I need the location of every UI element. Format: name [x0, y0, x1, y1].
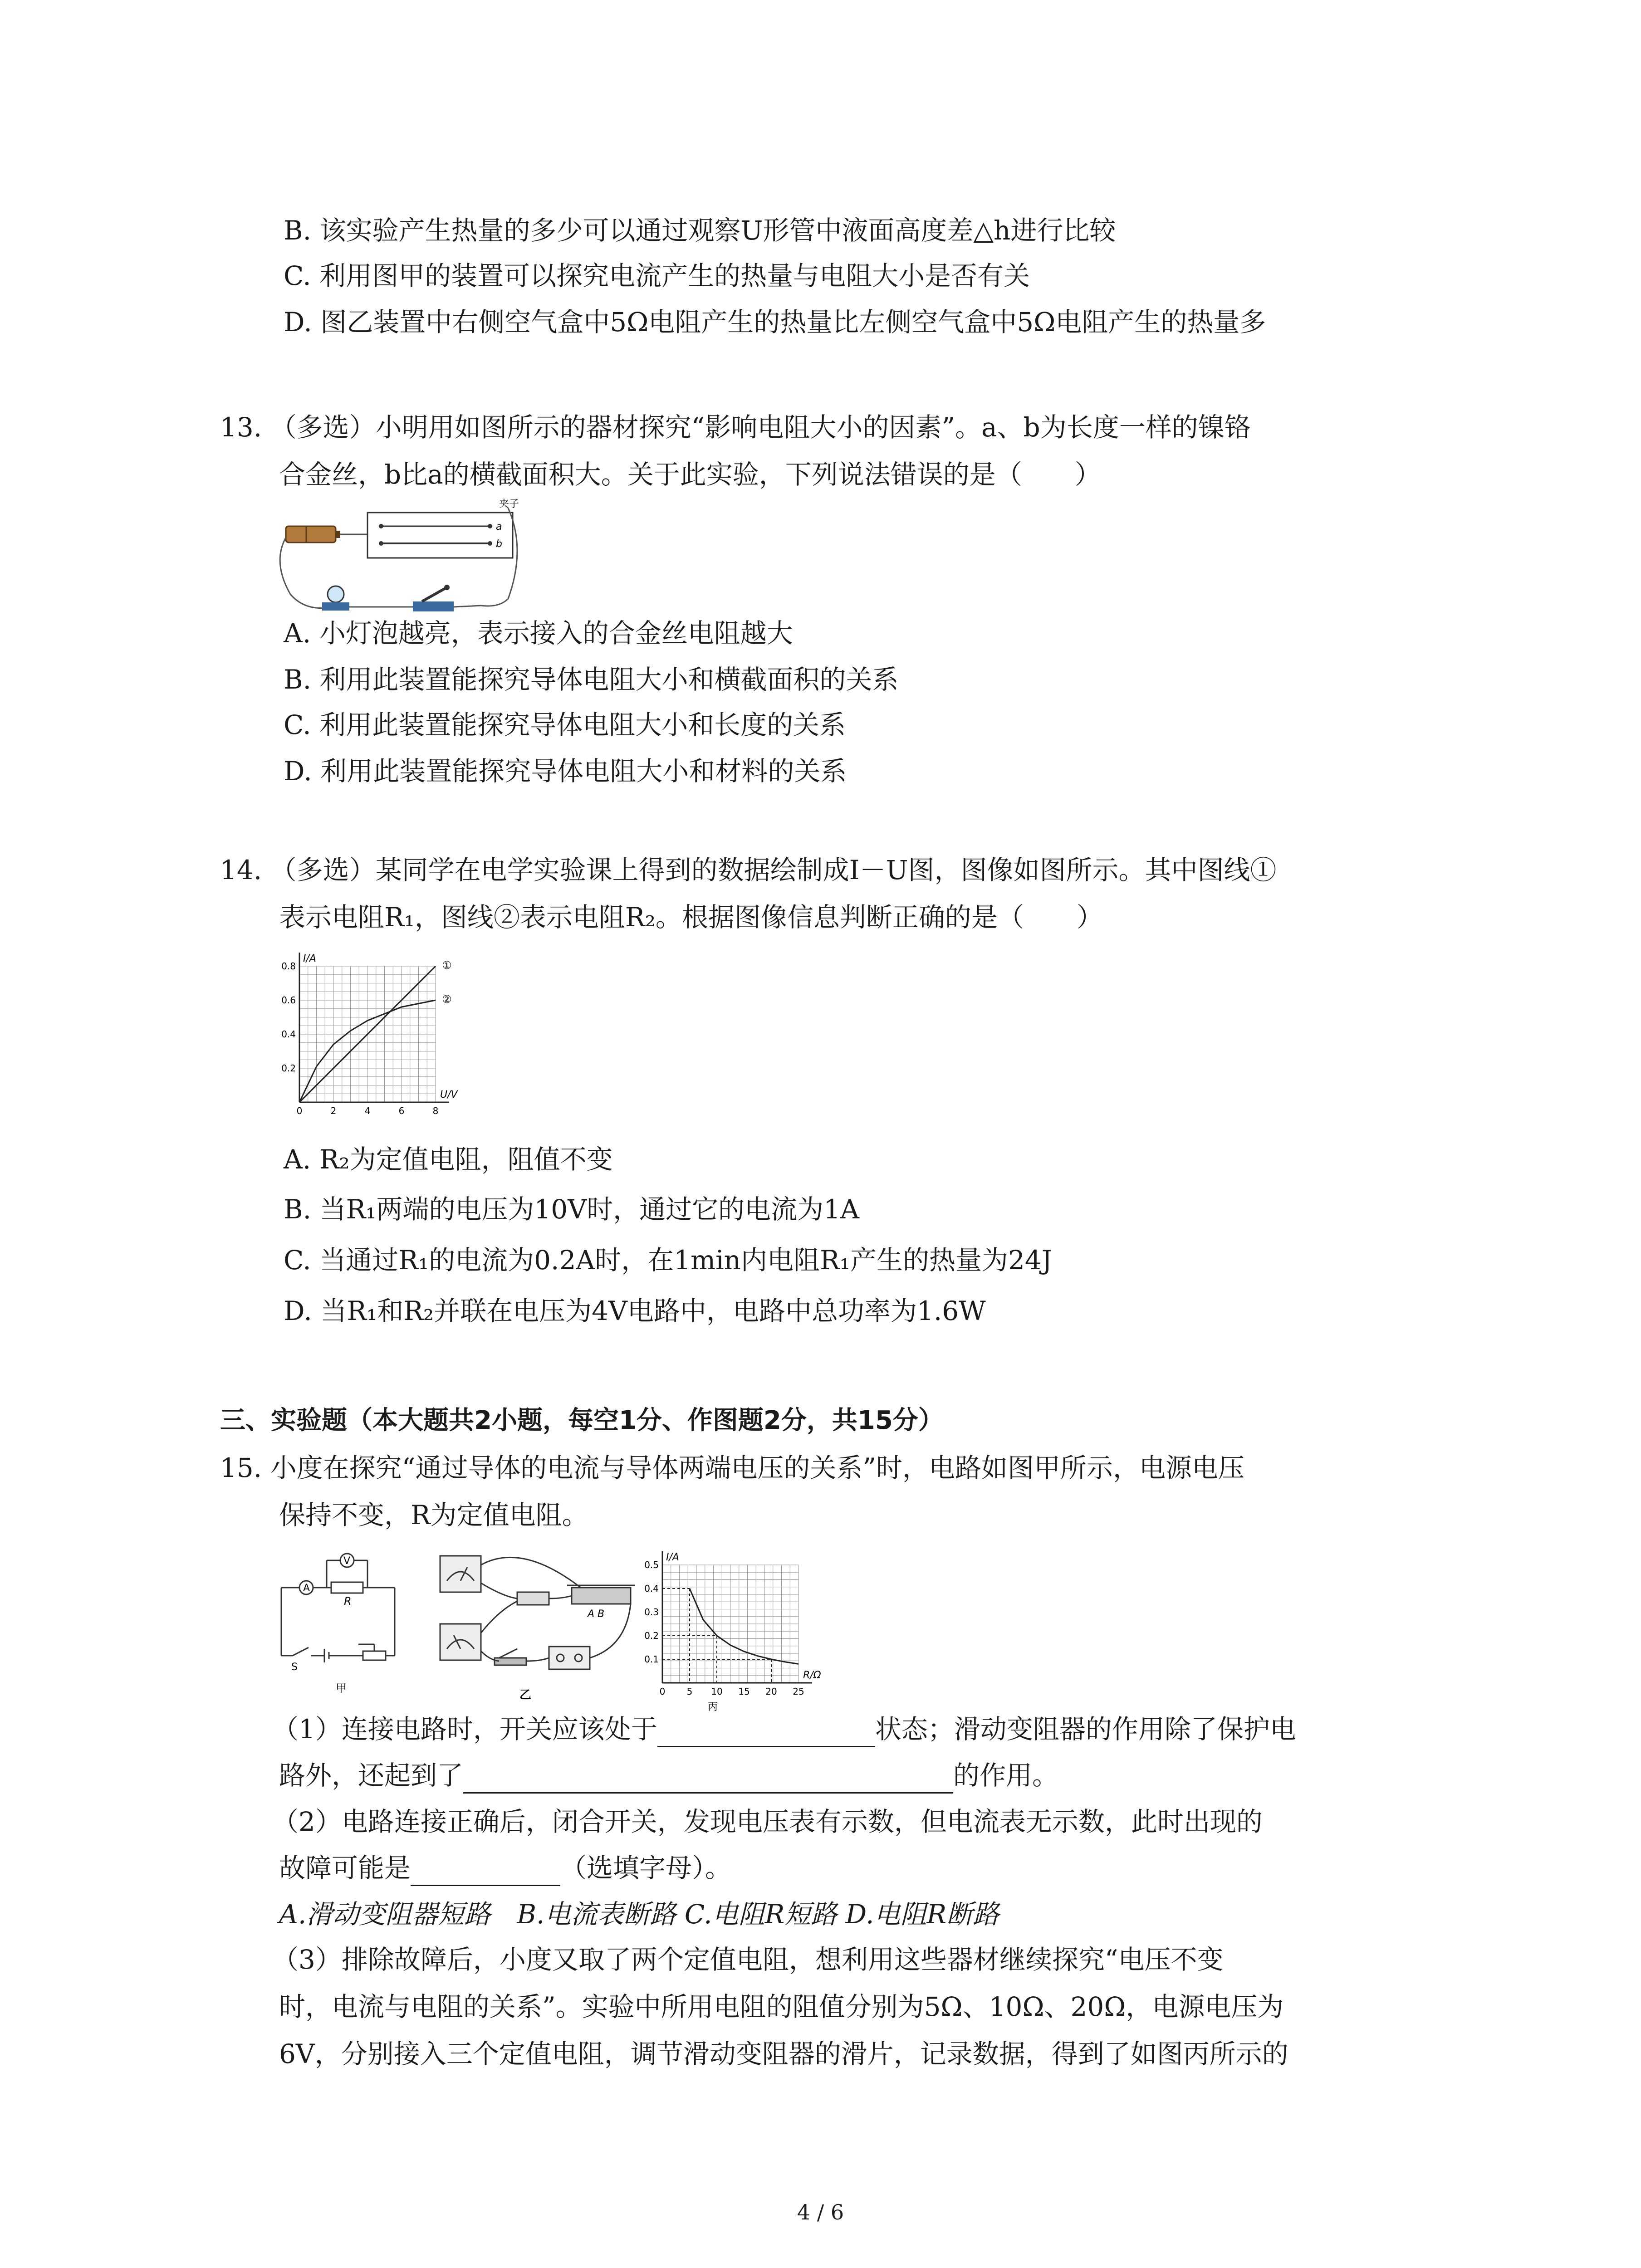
q13-stem-line-1: 13. （多选）小明用如图所示的器材探究“影响电阻大小的因素”。a、b为长度一样的镍铬 [220, 412, 1251, 443]
q15-part2-text-c: （选填字母）。 [560, 1853, 732, 1883]
y-tick-label: 0.3 [644, 1607, 659, 1618]
ammeter-icon [440, 1556, 481, 1592]
y-axis-label: I/A [303, 953, 316, 964]
y-tick-label: 0.1 [644, 1654, 659, 1665]
label-yi: 乙 [519, 1688, 532, 1702]
q15-part1-text-a: （1）连接电路时，开关应该处于 [272, 1714, 657, 1745]
q13-option-d: D. 利用此装置能探究导体电阻大小和材料的关系 [284, 756, 847, 787]
q15-part2-line2 [279, 1850, 731, 1886]
series-label: ① [442, 959, 452, 972]
q15-part3-line3: 6V，分别接入三个定值电阻，调节滑动变阻器的滑片，记录数据，得到了如图丙所示的 [279, 2038, 1288, 2069]
q15-part1-line2 [279, 1757, 1058, 1794]
q15-ir-chart-bing [626, 1538, 844, 1715]
x-tick-label: 2 [330, 1105, 337, 1116]
q15-apparatus-yi [431, 1542, 644, 1706]
q15-part2-options: A.滑动变阻器短路 B.电流表断路 C.电阻R短路 D.电阻R断路 [279, 1899, 999, 1930]
label-bing: 丙 [708, 1701, 718, 1713]
label-ab: A B [588, 1608, 605, 1620]
series-label: ② [442, 993, 452, 1006]
x-tick-label: 8 [432, 1105, 439, 1116]
q13-stem-line-2: 合金丝，b比a的横截面积大。关于此实验，下列说法错误的是（ ） [279, 459, 1101, 490]
page-number: 4 / 6 [797, 2200, 844, 2224]
q12-option-c: C. 利用图甲的装置可以探究电流产生的热量与电阻大小是否有关 [284, 260, 1030, 291]
y-tick-label: 0.5 [644, 1559, 659, 1570]
x-axis-label: U/V [440, 1089, 458, 1100]
q12-option-d: D. 图乙装置中右侧空气盒中5Ω电阻产生的热量比左侧空气盒中5Ω电阻产生的热量多 [284, 307, 1266, 337]
q14-stem-line-2: 表示电阻R₁，图线②表示电阻R₂。根据图像信息判断正确的是（ ） [279, 902, 1103, 933]
q15-stem-line-1: 15. 小度在探究“通过导体的电流与导体两端电压的关系”时，电路如图甲所示，电源电压 [220, 1452, 1244, 1483]
x-tick-label: 0 [296, 1105, 303, 1116]
q14-option-a: A. R₂为定值电阻，阻值不变 [284, 1144, 613, 1175]
battery-icon [286, 526, 340, 543]
y-tick-label: 0.4 [281, 1029, 296, 1040]
q13-apparatus-figure [272, 494, 526, 621]
y-tick-label: 0.8 [281, 961, 296, 972]
q15-part1-text-c: 路外，还起到了 [279, 1760, 464, 1791]
wire-board [367, 513, 513, 558]
x-tick-label: 25 [793, 1686, 804, 1697]
q15-stem-line-2: 保持不变，R为定值电阻。 [279, 1500, 588, 1530]
x-tick-label: 0 [659, 1686, 666, 1697]
q12-option-b: B. 该实验产生热量的多少可以通过观察U形管中液面高度差△h进行比较 [284, 215, 1116, 246]
section-3-title: 三、实验题（本大题共2小题，每空1分、作图题2分，共15分） [220, 1406, 944, 1435]
bulb-icon [322, 586, 349, 611]
y-tick-label: 0.4 [644, 1583, 659, 1594]
series-line [690, 1589, 798, 1664]
q15-part3-line2: 时，电流与电阻的关系”。实验中所用电阻的阻值分别为5Ω、10Ω、20Ω，电源电压为 [279, 1991, 1284, 2022]
q13-option-b: B. 利用此装置能探究导体电阻大小和横截面积的关系 [284, 664, 899, 695]
x-tick-label: 10 [711, 1686, 723, 1697]
q15-blank-rheostat-role[interactable] [463, 1765, 953, 1794]
q15-part2-line1: （2）电路连接正确后，闭合开关，发现电压表有示数，但电流表无示数，此时出现的 [272, 1806, 1263, 1837]
x-tick-label: 4 [364, 1105, 371, 1116]
x-tick-label: 6 [398, 1105, 405, 1116]
q14-iu-chart [272, 948, 472, 1139]
q15-circuit-diagram-jia [272, 1542, 408, 1696]
q13-option-c: C. 利用此装置能探究导体电阻大小和长度的关系 [284, 709, 846, 740]
q15-part2-text-b: 故障可能是 [279, 1853, 411, 1883]
y-axis-label: I/A [666, 1552, 679, 1563]
label-clip: 夹子 [499, 499, 519, 510]
q14-option-c: C. 当通过R₁的电流为0.2A时，在1min内电阻R₁产生的热量为24J [284, 1245, 1053, 1276]
y-tick-label: 0.2 [281, 1063, 296, 1074]
label-voltmeter: V [343, 1555, 351, 1567]
x-tick-label: 20 [765, 1686, 777, 1697]
q15-part1-line1 [272, 1711, 1296, 1747]
q13-option-a: A. 小灯泡越亮，表示接入的合金丝电阻越大 [284, 618, 793, 649]
q15-part1-text-d: 的作用。 [953, 1760, 1059, 1791]
label-jia: 甲 [336, 1682, 347, 1695]
x-tick-label: 5 [686, 1686, 693, 1697]
y-tick-label: 0.6 [281, 995, 296, 1006]
x-tick-label: 15 [738, 1686, 750, 1697]
switch-icon [413, 585, 454, 611]
voltmeter-icon [440, 1624, 481, 1660]
q14-stem-line-1: 14. （多选）某同学在电学实验课上得到的数据绘制成I－U图，图像如图所示。其中图线① [220, 855, 1277, 885]
label-switch-s: S [291, 1662, 298, 1673]
q15-blank-fault[interactable] [411, 1857, 560, 1886]
y-tick-label: 0.2 [644, 1630, 659, 1641]
label-ammeter: A [303, 1583, 310, 1594]
q14-option-d: D. 当R₁和R₂并联在电压为4V电路中，电路中总功率为1.6W [284, 1295, 986, 1326]
label-wire-a: a [496, 521, 502, 533]
q15-part1-text-b: 状态；滑动变阻器的作用除了保护电 [875, 1714, 1296, 1745]
x-axis-label: R/Ω [803, 1670, 821, 1681]
q15-blank-switch-state[interactable] [657, 1719, 875, 1747]
q14-option-b: B. 当R₁两端的电压为10V时，通过它的电流为1A [284, 1194, 859, 1225]
label-resistor-r: R [344, 1595, 352, 1608]
q15-part3-line1: （3）排除故障后，小度又取了两个定值电阻，想利用这些器材继续探究“电压不变 [272, 1944, 1224, 1975]
label-wire-b: b [496, 538, 502, 550]
